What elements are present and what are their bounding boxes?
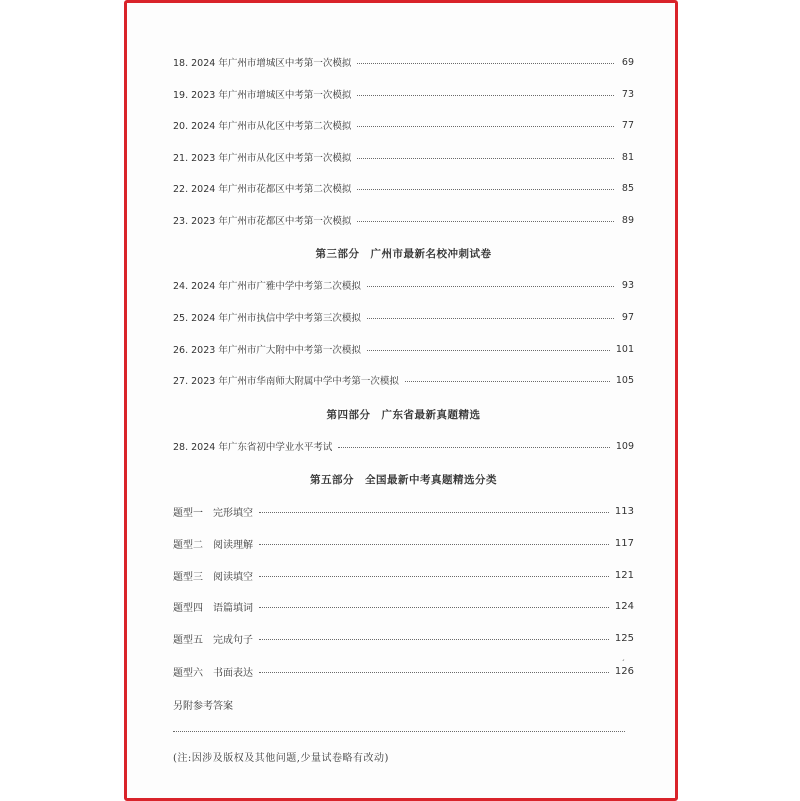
copyright-note: (注:因涉及版权及其他问题,少量试卷略有改动)	[173, 753, 389, 764]
toc-entry-page: 126	[614, 665, 634, 677]
toc-entry-page: 85	[621, 182, 634, 194]
toc-entry-page: 117	[614, 537, 634, 549]
toc-entry-title: 18. 2024 年广州市增城区中考第一次模拟	[173, 58, 352, 69]
toc-entry[interactable]	[173, 373, 634, 387]
toc-entry-page: 121	[614, 569, 634, 581]
section-heading: 第四部分 广东省最新真题精选	[326, 409, 481, 421]
toc-entry-title: 22. 2024 年广州市花都区中考第二次模拟	[173, 184, 352, 195]
toc-entry-page: 124	[614, 600, 634, 612]
toc-entry[interactable]	[173, 342, 634, 356]
dot-leader	[405, 381, 610, 382]
dot-leader	[338, 447, 610, 448]
dot-leader	[357, 221, 614, 222]
toc-entry-page: 81	[621, 151, 634, 163]
dot-leader	[357, 189, 614, 190]
toc-entry-page: 77	[621, 119, 634, 131]
toc-entry[interactable]	[173, 87, 634, 101]
toc-entry-title: 20. 2024 年广州市从化区中考第二次模拟	[173, 121, 352, 132]
toc-entry-title: 题型五 完成句子	[173, 634, 253, 646]
toc-entry-title: 题型六 书面表达	[173, 667, 253, 679]
dot-leader	[357, 158, 614, 159]
dot-leader	[367, 318, 614, 319]
dot-leader	[367, 350, 610, 351]
toc-entry-title: 28. 2024 年广东省初中学业水平考试	[173, 442, 333, 453]
toc-entry-title: 26. 2023 年广州市广大附中中考第一次模拟	[173, 345, 361, 356]
toc-entry[interactable]	[173, 536, 634, 550]
dot-leader	[259, 512, 609, 513]
toc-entry[interactable]	[173, 664, 634, 678]
toc-entry-page: 105	[615, 374, 634, 386]
toc-entry-page: 109	[615, 440, 634, 452]
toc-entry[interactable]	[173, 55, 634, 69]
dot-leader	[357, 63, 614, 64]
toc-entry[interactable]	[173, 150, 634, 164]
toc-entry-title: 21. 2023 年广州市从化区中考第一次模拟	[173, 153, 352, 164]
toc-entry-title: 题型一 完形填空	[173, 507, 253, 519]
toc-entry[interactable]	[173, 118, 634, 132]
dot-leader	[259, 607, 609, 608]
toc-entry-title: 19. 2023 年广州市增城区中考第一次模拟	[173, 90, 352, 101]
dot-leader	[173, 731, 625, 732]
toc-entry[interactable]	[173, 310, 634, 324]
toc-entry-title: 题型二 阅读理解	[173, 539, 253, 551]
toc-entry-title: 题型三 阅读填空	[173, 571, 253, 583]
toc-entry[interactable]	[173, 568, 634, 582]
dot-leader	[259, 639, 609, 640]
toc-entry-page: 93	[621, 279, 634, 291]
toc-entry-page: 69	[621, 56, 634, 68]
toc-entry-title: 23. 2023 年广州市花都区中考第一次模拟	[173, 216, 352, 227]
dot-leader	[357, 126, 614, 127]
toc-entry[interactable]	[173, 181, 634, 195]
toc-entry-page: 113	[614, 505, 634, 517]
toc-entry[interactable]	[173, 599, 634, 613]
toc-entry-title: 25. 2024 年广州市执信中学中考第三次模拟	[173, 313, 361, 324]
toc-entry-title: 题型四 语篇填词	[173, 602, 253, 614]
toc-entry-page: 89	[621, 214, 634, 226]
toc-entry-page: 101	[615, 343, 634, 355]
toc-entry[interactable]	[173, 504, 634, 518]
toc-entry[interactable]	[173, 278, 634, 292]
toc-entry-title: 24. 2024 年广州市广雅中学中考第二次模拟	[173, 281, 361, 292]
dot-leader	[259, 672, 609, 673]
answers-label[interactable]: 另附参考答案	[173, 701, 233, 712]
section-heading: 第五部分 全国最新中考真题精选分类	[310, 474, 497, 486]
toc-entry[interactable]	[173, 631, 634, 645]
toc-entry-page: 73	[621, 88, 634, 100]
toc-entry[interactable]	[173, 213, 634, 227]
toc-entry-title: 27. 2023 年广州市华南师大附属中学中考第一次模拟	[173, 376, 399, 387]
dot-leader	[259, 576, 609, 577]
dot-leader	[367, 286, 614, 287]
toc-entry-page: 125	[614, 632, 634, 644]
section-heading: 第三部分 广州市最新名校冲刺试卷	[315, 248, 492, 260]
dot-leader	[259, 544, 609, 545]
toc-entry[interactable]	[173, 439, 634, 453]
toc-entry-page: 97	[621, 311, 634, 323]
stray-mark: ˊ	[621, 659, 625, 668]
dot-leader	[357, 95, 614, 96]
